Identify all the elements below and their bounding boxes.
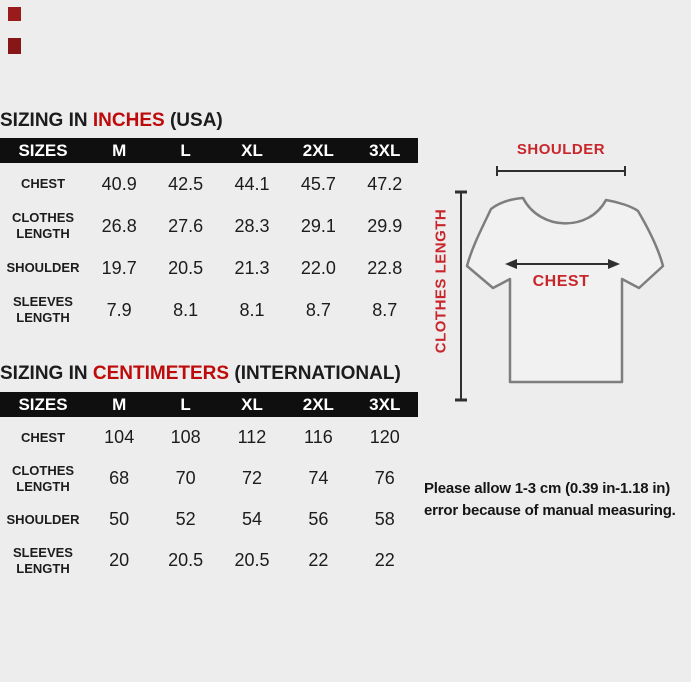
clothes-length-measure-line bbox=[455, 192, 467, 400]
inches-header-m: M bbox=[112, 140, 127, 160]
cell-value: 108 bbox=[170, 427, 201, 447]
cell-value: 20 bbox=[109, 550, 130, 570]
cell-value: 22.0 bbox=[300, 257, 336, 278]
cell-value: 47.2 bbox=[367, 173, 403, 194]
cell-value: 21.3 bbox=[234, 257, 270, 278]
cell-value: 27.6 bbox=[168, 215, 204, 236]
cm-header-m: M bbox=[112, 394, 127, 414]
tshirt-diagram bbox=[450, 185, 690, 410]
cell-value: 29.9 bbox=[367, 215, 403, 236]
inches-header-2xl: 2XL bbox=[302, 140, 334, 160]
cell-value: 26.8 bbox=[101, 215, 137, 236]
cell-value: 76 bbox=[374, 468, 395, 488]
cm-header-3xl: 3XL bbox=[369, 394, 401, 414]
note-line-1: Please allow 1-3 cm (0.39 in-1.18 in) bbox=[424, 480, 671, 497]
cell-value: 22 bbox=[308, 550, 329, 570]
cm-header-sizes: SIZES bbox=[18, 394, 68, 414]
note-line-2: error because of manual measuring. bbox=[424, 502, 676, 519]
cell-value: 20.5 bbox=[234, 550, 270, 570]
inches-header-xl: XL bbox=[241, 140, 263, 160]
cell-value: 45.7 bbox=[300, 173, 336, 194]
cm-table-header bbox=[0, 392, 418, 417]
cell-value: 7.9 bbox=[106, 299, 132, 320]
title-prefix: SIZING IN bbox=[0, 363, 93, 384]
decor-red-square-top bbox=[8, 7, 21, 21]
diagram-clothes-length-label: CLOTHES LENGTH bbox=[432, 208, 450, 354]
cell-value: 50 bbox=[109, 509, 130, 529]
cell-value: 8.1 bbox=[173, 299, 199, 320]
row-label-sleeves-length: SLEEVES LENGTH bbox=[13, 544, 73, 576]
cm-header-xl: XL bbox=[241, 394, 263, 414]
cell-value: 74 bbox=[308, 468, 329, 488]
title-unit-centimeters: CENTIMETERS bbox=[92, 363, 230, 384]
row-label-chest: CHEST bbox=[20, 176, 66, 191]
cell-value: 20.5 bbox=[168, 550, 204, 570]
inches-header-sizes: SIZES bbox=[18, 140, 68, 160]
cell-value: 44.1 bbox=[234, 173, 270, 194]
cell-value: 22 bbox=[374, 550, 395, 570]
cell-value: 8.7 bbox=[372, 299, 398, 320]
cell-value: 8.7 bbox=[305, 299, 331, 320]
cell-value: 104 bbox=[104, 427, 135, 447]
cm-table-body bbox=[0, 417, 418, 581]
row-label-sleeves-length: SLEEVES LENGTH bbox=[13, 294, 73, 325]
cell-value: 22.8 bbox=[367, 257, 403, 278]
measure-bar bbox=[496, 170, 626, 172]
cell-value: 40.9 bbox=[101, 173, 137, 194]
inches-table-title bbox=[0, 110, 223, 132]
cell-value: 54 bbox=[241, 509, 262, 529]
cell-value: 56 bbox=[308, 509, 329, 529]
inches-table-header bbox=[0, 138, 418, 163]
inches-header-l: L bbox=[180, 140, 191, 160]
cell-value: 52 bbox=[175, 509, 196, 529]
diagram-chest-label: CHEST bbox=[532, 273, 590, 290]
cell-value: 72 bbox=[241, 468, 262, 488]
inches-table-body bbox=[0, 163, 418, 331]
diagram-shoulder-label: SHOULDER bbox=[516, 141, 606, 158]
row-label-clothes-length: CLOTHES LENGTH bbox=[11, 462, 75, 494]
cell-value: 58 bbox=[374, 509, 395, 529]
title-suffix: (INTERNATIONAL) bbox=[229, 363, 401, 384]
row-label-shoulder: SHOULDER bbox=[6, 260, 80, 275]
cell-value: 19.7 bbox=[101, 257, 137, 278]
cell-value: 120 bbox=[369, 427, 400, 447]
row-label-clothes-length: CLOTHES LENGTH bbox=[11, 210, 75, 241]
title-unit-inches: INCHES bbox=[92, 110, 165, 131]
title-suffix: (USA) bbox=[164, 110, 223, 131]
cm-table-title bbox=[0, 363, 401, 385]
cm-header-l: L bbox=[180, 394, 191, 414]
cell-value: 8.1 bbox=[239, 299, 265, 320]
cell-value: 112 bbox=[237, 427, 267, 447]
cell-value: 42.5 bbox=[168, 173, 204, 194]
decor-red-square-bottom bbox=[8, 38, 21, 54]
title-prefix: SIZING IN bbox=[0, 110, 93, 131]
cell-value: 29.1 bbox=[300, 215, 336, 236]
row-label-shoulder: SHOULDER bbox=[6, 511, 80, 527]
cell-value: 68 bbox=[109, 468, 130, 488]
measure-tick bbox=[624, 166, 626, 176]
cm-header-2xl: 2XL bbox=[302, 394, 334, 414]
shoulder-measure-line bbox=[496, 166, 626, 176]
row-label-chest: CHEST bbox=[20, 429, 66, 445]
cell-value: 116 bbox=[304, 427, 333, 447]
cell-value: 28.3 bbox=[234, 215, 270, 236]
measuring-error-note bbox=[424, 478, 676, 522]
cell-value: 70 bbox=[175, 468, 196, 488]
inches-header-3xl: 3XL bbox=[369, 140, 401, 160]
cell-value: 20.5 bbox=[168, 257, 204, 278]
